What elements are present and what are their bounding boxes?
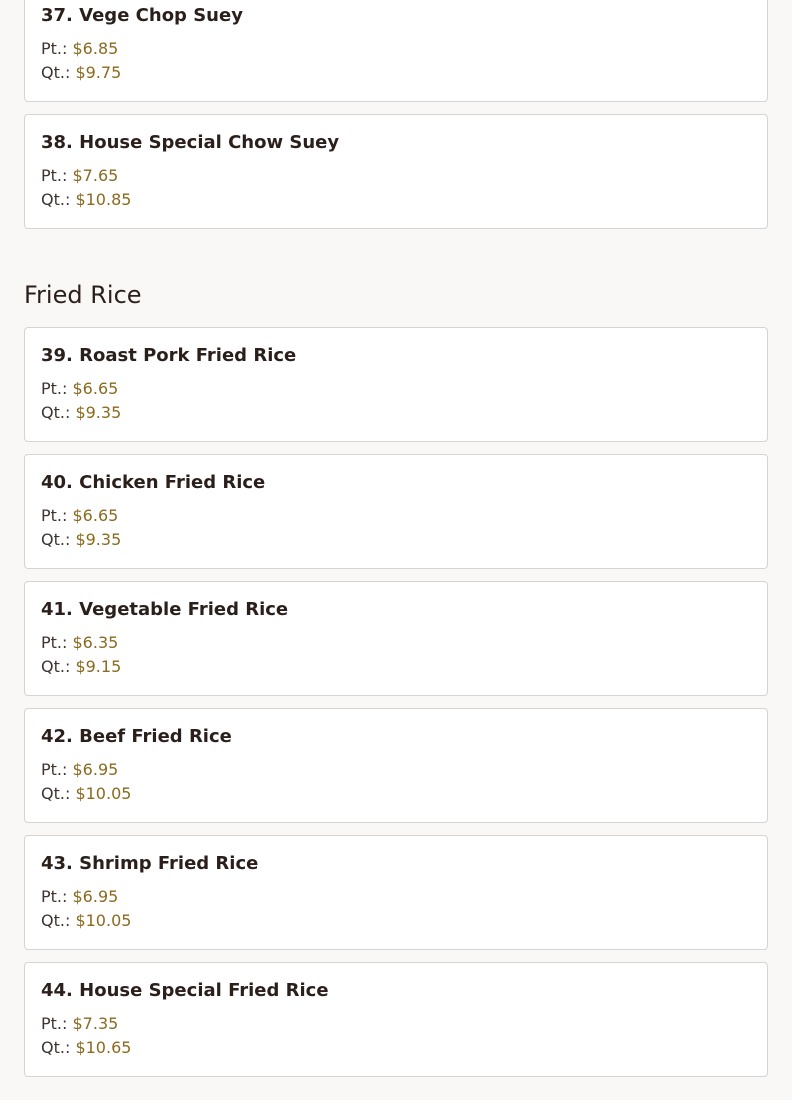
pint-price-line [41,760,118,779]
menu-item-card[interactable] [24,114,768,229]
quart-price-line [41,403,121,422]
menu-item-title: 39. Roast Pork Fried Rice [41,345,297,366]
quart-price-line [41,1038,131,1057]
pint-label: Pt.: [41,39,68,58]
quart-label: Qt.: [41,530,71,549]
pint-price-line [41,166,118,185]
pint-price: $6.95 [72,760,119,779]
quart-label: Qt.: [41,190,71,209]
menu-item-title: 41. Vegetable Fried Rice [41,599,289,620]
pint-price: $6.35 [72,633,119,652]
menu-item-card[interactable] [24,708,768,823]
quart-label: Qt.: [41,911,71,930]
quart-price: $10.65 [75,1038,132,1057]
section-title-fried-rice: Fried Rice [24,281,142,309]
pint-label: Pt.: [41,166,68,185]
quart-label: Qt.: [41,403,71,422]
pint-price-line [41,39,118,58]
menu-item-title: 44. House Special Fried Rice [41,980,329,1001]
menu-item-card[interactable] [24,835,768,950]
pint-price-line [41,1014,118,1033]
pint-label: Pt.: [41,379,68,398]
quart-price: $10.05 [75,784,132,803]
menu-item-card[interactable] [24,454,768,569]
quart-price: $10.85 [75,190,132,209]
menu-item-title: 42. Beef Fried Rice [41,726,232,747]
quart-price: $9.15 [75,657,122,676]
menu-item-title: 38. House Special Chow Suey [41,132,340,153]
pint-price: $6.65 [72,379,119,398]
pint-price-line [41,633,118,652]
quart-label: Qt.: [41,784,71,803]
quart-price-line [41,190,131,209]
menu-item-title: 37. Vege Chop Suey [41,5,243,26]
pint-price: $6.95 [72,887,119,906]
pint-label: Pt.: [41,506,68,525]
quart-label: Qt.: [41,63,71,82]
pint-price-line [41,887,118,906]
pint-price-line [41,379,118,398]
quart-price: $9.35 [75,403,122,422]
pint-label: Pt.: [41,760,68,779]
quart-price: $9.75 [75,63,122,82]
pint-price: $6.85 [72,39,119,58]
quart-price-line [41,530,121,549]
menu-item-card[interactable] [24,962,768,1077]
pint-label: Pt.: [41,887,68,906]
menu-page [24,0,768,1089]
menu-item-card[interactable] [24,327,768,442]
menu-item-card[interactable] [24,581,768,696]
pint-price: $6.65 [72,506,119,525]
quart-price-line [41,63,121,82]
quart-price: $10.05 [75,911,132,930]
quart-price-line [41,911,131,930]
menu-item-card[interactable] [24,0,768,102]
pint-label: Pt.: [41,633,68,652]
quart-price-line [41,657,121,676]
quart-label: Qt.: [41,1038,71,1057]
quart-price: $9.35 [75,530,122,549]
pint-price: $7.35 [72,1014,119,1033]
menu-item-title: 40. Chicken Fried Rice [41,472,266,493]
pint-price: $7.65 [72,166,119,185]
quart-label: Qt.: [41,657,71,676]
menu-item-title: 43. Shrimp Fried Rice [41,853,259,874]
quart-price-line [41,784,131,803]
pint-label: Pt.: [41,1014,68,1033]
pint-price-line [41,506,118,525]
